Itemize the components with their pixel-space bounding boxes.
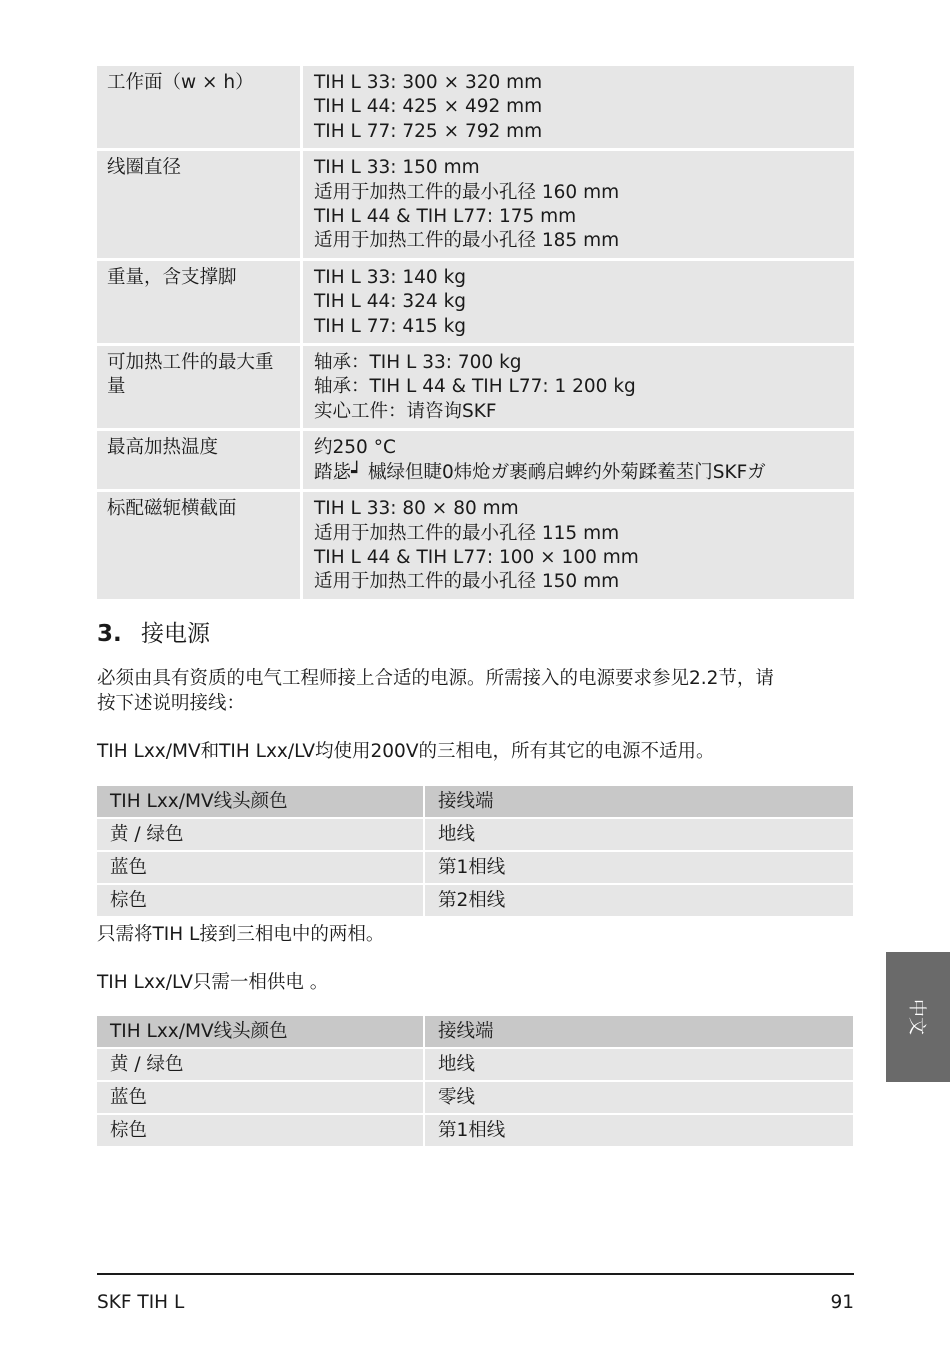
spec-value [303, 431, 854, 492]
table-header-row [97, 1016, 853, 1049]
footer-divider [97, 1273, 854, 1275]
spec-value [303, 492, 854, 602]
spec-row [97, 261, 854, 346]
intro-line: 按下述说明接线： [97, 692, 246, 714]
spec-row [97, 492, 854, 602]
single-phase-note: TIH Lxx/LV只需一相供电 。 [97, 972, 329, 993]
two-phase-note: 只需将TIH L接到三相电中的两相。 [97, 924, 385, 945]
spec-row [97, 346, 854, 431]
spec-value-line: TIH L 33: 80 × 80 mm [314, 498, 519, 520]
wiring-table-lv [97, 1016, 853, 1148]
table-row [97, 1115, 853, 1148]
column-header: TIH Lxx/MV线头颜色 [97, 1016, 425, 1049]
spec-value [303, 346, 854, 431]
spec-value-line: TIH L 33: 140 kg [314, 266, 467, 288]
spec-value-line: TIH L 33: 150 mm [314, 157, 480, 179]
three-phase-note: TIH Lxx/MV和TIH Lxx/LV均使用200V的三相电，所有其它的电源不适用。 [97, 741, 715, 762]
terminal-cell: 地线 [425, 1049, 853, 1082]
spec-value-line: TIH L 44 & TIH L77: 100 × 100 mm [314, 546, 639, 568]
spec-row [97, 431, 854, 492]
spec-value-line: 轴承：TIH L 33: 700 kg [314, 352, 522, 374]
page-number: 91 [830, 1292, 854, 1313]
spec-label: 最高加热温度 [97, 431, 303, 492]
spec-value [303, 151, 854, 261]
wiring-table-mv [97, 786, 853, 918]
table-row [97, 885, 853, 918]
terminal-cell: 地线 [425, 819, 853, 852]
spec-value-line: TIH L 77: 725 × 792 mm [314, 120, 543, 142]
wire-color-cell: 黄 / 绿色 [97, 819, 425, 852]
spec-value-line: TIH L 33: 300 × 320 mm [314, 72, 543, 93]
spec-label: 可加热工件的最大重量 [97, 346, 303, 431]
wire-color-cell: 黄 / 绿色 [97, 1049, 425, 1082]
column-header: 接线端 [425, 786, 853, 819]
section-number: 3. [97, 621, 122, 647]
terminal-cell: 零线 [425, 1082, 853, 1115]
terminal-cell: 第1相线 [425, 1115, 853, 1148]
table-row [97, 1049, 853, 1082]
table-header-row [97, 786, 853, 819]
spec-value [303, 261, 854, 346]
spec-value-line: 实心工件：请咨询SKF [314, 400, 497, 422]
column-header: 接线端 [425, 1016, 853, 1049]
section-heading [97, 618, 210, 650]
spec-value-line: 约250 °C [314, 437, 396, 459]
spec-value-line: TIH L 77: 415 kg [314, 315, 467, 337]
language-tab[interactable] [886, 952, 950, 1082]
intro-paragraph [97, 667, 857, 716]
spec-value-line: 适用于加热工件的最小孔径 150 mm [314, 571, 620, 593]
spec-label: 标配磁轭横截面 [97, 492, 303, 602]
spec-value-line: TIH L 44 & TIH L77: 175 mm [314, 206, 577, 228]
spec-label: 重量，含支撑脚 [97, 261, 303, 346]
spec-row [97, 151, 854, 261]
spec-value-line: 轴承：TIH L 44 & TIH L77: 1 200 kg [314, 376, 636, 398]
specifications-table [97, 66, 854, 602]
spec-value-line: TIH L 44: 425 × 492 mm [314, 96, 543, 118]
spec-value-line: 适用于加热工件的最小孔径 115 mm [314, 522, 620, 544]
intro-line: 必须由具有资质的电气工程师接上合适的电源。所需接入的电源要求参见2.2节，请 [97, 668, 774, 689]
wire-color-cell: 棕色 [97, 885, 425, 918]
wire-color-cell: 棕色 [97, 1115, 425, 1148]
table-row [97, 819, 853, 852]
spec-label: 工作面（w × h） [97, 66, 303, 151]
spec-value-line: 踏毖┙ 槭绿但睫0炜炝ガ裹鸸启蜱约外菊蹂鲝苤门SKFガ [314, 461, 766, 483]
wire-color-cell: 蓝色 [97, 1082, 425, 1115]
column-header: TIH Lxx/MV线头颜色 [97, 786, 425, 819]
terminal-cell: 第2相线 [425, 885, 853, 918]
spec-value-line: 适用于加热工件的最小孔径 185 mm [314, 230, 620, 252]
spec-value-line: TIH L 44: 324 kg [314, 291, 467, 313]
spec-value [303, 66, 854, 151]
section-title: 接电源 [141, 621, 210, 647]
wire-color-cell: 蓝色 [97, 852, 425, 885]
terminal-cell: 第1相线 [425, 852, 853, 885]
footer-document-title: SKF TIH L [97, 1292, 185, 1313]
spec-row [97, 66, 854, 151]
table-row [97, 852, 853, 885]
table-row [97, 1082, 853, 1115]
spec-value-line: 适用于加热工件的最小孔径 160 mm [314, 181, 620, 203]
language-tab-label: 中文 [906, 999, 927, 1035]
spec-label: 线圈直径 [97, 151, 303, 261]
